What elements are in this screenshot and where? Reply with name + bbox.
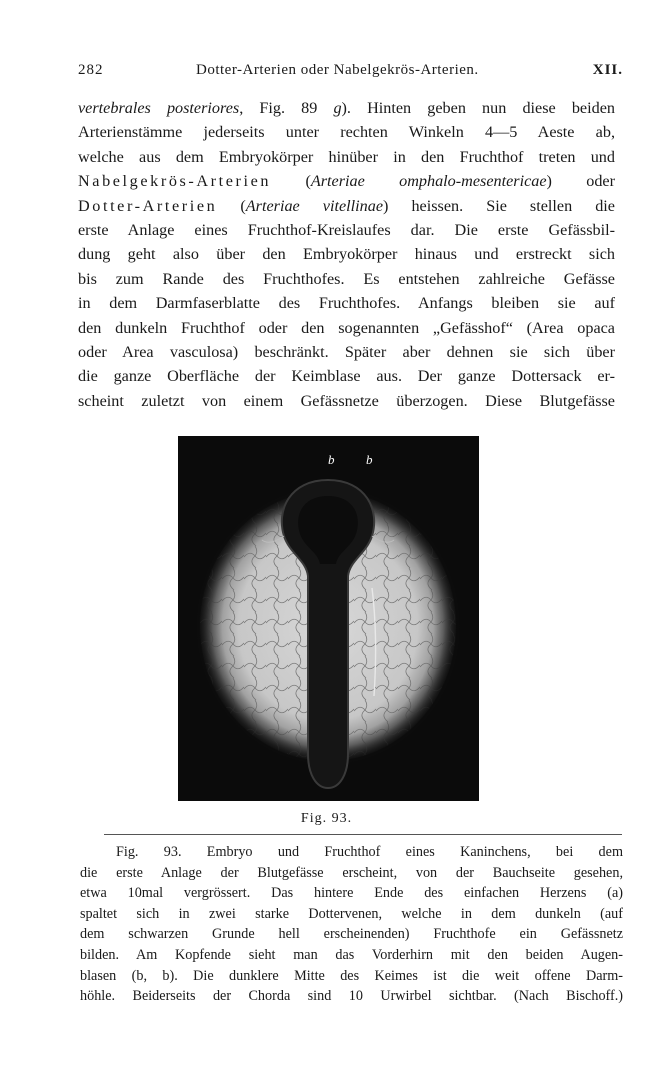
legend-line: etwa 10mal vergrössert. Das hintere Ende des einfachen Herzens (a) xyxy=(80,885,623,902)
figure-legend xyxy=(80,842,623,1007)
legend-line: spaltet sich in zwei starke Dottervenen, welche in dem dunkeln (auf xyxy=(80,905,623,922)
body-line: Dotter-Arterien (Arteriae vitellinae) heissen. Sie stellen die xyxy=(78,196,615,215)
legend-line: Fig. 93. Embryo und Fruchthof eines Kaninchens, bei dem xyxy=(116,844,623,860)
body-line: bis zum Rande des Fruchthofes. Es entstehen zahlreiche Gefässe xyxy=(78,269,615,288)
body-line: erste Anlage eines Fruchthof-Kreislaufes dar. Die erste Gefässbil- xyxy=(78,220,615,239)
body-line: dung geht also über den Embryokörper hinaus und erstreckt sich xyxy=(78,245,615,264)
legend-line: dem schwarzen Grunde hell erscheinenden) Fruchthofe ein Gefässnetz xyxy=(80,926,623,943)
running-title: Dotter-Arterien oder Nabelgekrös-Arterien. xyxy=(196,62,479,78)
body-line: oder Area vasculosa) beschränkt. Später aber dehnen sie sich über xyxy=(78,342,615,361)
page-number: 282 xyxy=(78,62,104,78)
legend-line: höhle. Beiderseits der Chorda sind 10 Urwirbel sichtbar. (Nach Bischoff.) xyxy=(80,988,623,1005)
body-line: den dunkeln Fruchthof oder den sogenannten „Gefässhof“ (Area opaca xyxy=(78,318,615,337)
body-line: Nabelgekrös-Arterien (Arteriae omphalo-mesentericae) oder xyxy=(78,172,616,191)
body-text xyxy=(78,96,615,413)
chapter-number: XII. xyxy=(592,62,623,78)
body-line: scheint zuletzt von einem Gefässnetze überzogen. Diese Blutgefässe xyxy=(78,391,615,410)
legend-line: bilden. Am Kopfende sieht man das Vorderhirn mit den beiden Augen- xyxy=(80,946,623,963)
body-line: Arterienstämme jederseits unter rechten Winkeln 4—5 Aeste ab, xyxy=(78,123,615,142)
legend-line: blasen (b, b). Die dunklere Mitte des Keimes ist die weit offene Darm- xyxy=(80,967,623,984)
body-line: die ganze Oberfläche der Keimblase aus. Der ganze Dottersack er- xyxy=(78,367,615,386)
legend-line: die erste Anlage der Blutgefässe erscheint, von der Bauchseite gesehen, xyxy=(80,864,623,881)
figure-label-b2: b xyxy=(366,452,373,467)
divider-rule xyxy=(104,834,622,835)
body-line: vertebrales posteriores, Fig. 89 g). Hinten geben nun diese beiden xyxy=(78,99,615,117)
figure-label-b1: b xyxy=(328,452,335,467)
body-line: in dem Darmfaserblatte des Fruchthofes. Anfangs bleiben sie auf xyxy=(78,294,615,313)
figure-caption: Fig. 93. xyxy=(300,811,353,826)
page-header xyxy=(78,62,623,88)
body-line: welche aus dem Embryokörper hinüber in den Fruchthof treten und xyxy=(78,147,615,166)
embryo-illustration xyxy=(178,436,479,801)
embryo-drawing xyxy=(178,436,479,801)
